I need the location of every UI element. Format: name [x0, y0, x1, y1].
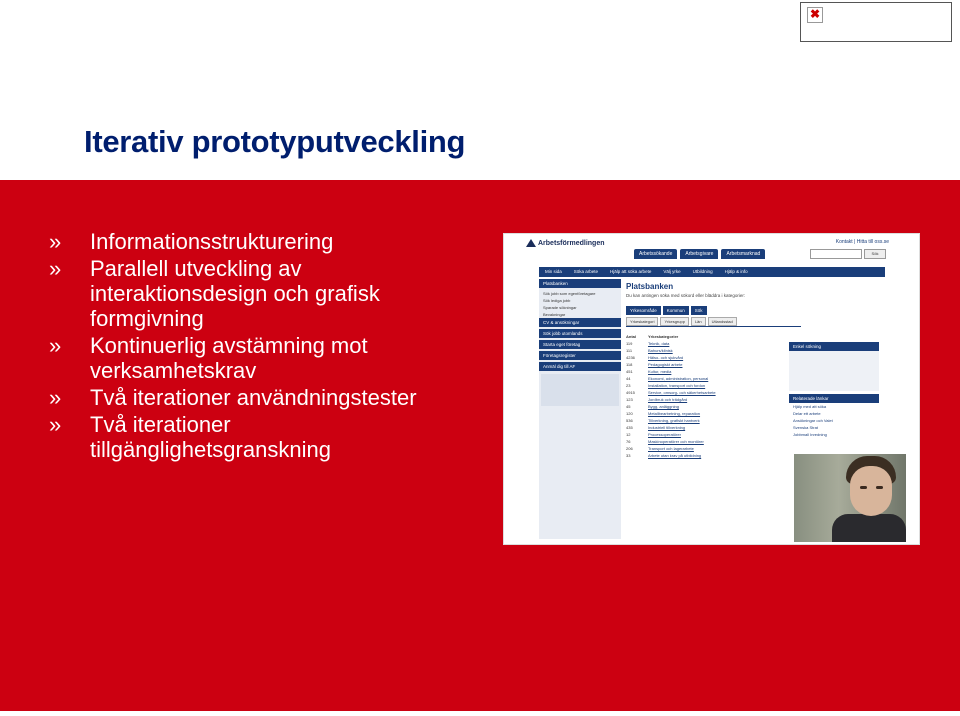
tab-arbetssokande: Arbetssökande — [634, 249, 677, 259]
main-tab: Sök — [691, 306, 707, 315]
close-icon[interactable]: ✖ — [807, 7, 823, 23]
bullet-marker: » — [49, 256, 62, 281]
main-tab: Kommun — [663, 306, 689, 315]
table-row — [626, 396, 801, 403]
count-cell: 536 — [626, 418, 633, 423]
site-right-column — [789, 342, 879, 438]
bullet-item — [49, 256, 469, 331]
sub-tab: Yrkeskategori — [626, 317, 658, 326]
category-link: Installation, transport och fordon — [648, 383, 706, 388]
main-tab: Yrkesområde — [626, 306, 661, 315]
count-cell: 120 — [626, 411, 633, 416]
nav-item: Välj yrke — [663, 269, 681, 274]
side-item: Företagsregister — [539, 351, 621, 360]
table-row — [626, 368, 801, 375]
person-eye — [860, 486, 867, 489]
category-link: Jordbruk och trädgård — [648, 397, 688, 402]
main-subtitle: Du kan antingen söka med sökord eller bläddra i kategorier: — [626, 293, 746, 298]
tab-arbetsgivare: Arbetsgivare — [680, 249, 718, 259]
count-cell: 206 — [626, 446, 633, 451]
side-item: Sök jobb utomlands — [539, 329, 621, 338]
right-box-header: Relaterade länkar — [789, 394, 879, 403]
person-body — [832, 514, 906, 542]
count-cell: 4915 — [626, 390, 635, 395]
bullet-text: Två iterationer tillgänglighetsgranskning — [90, 412, 331, 462]
side-link: Sök jobb som egenföretagare — [543, 291, 596, 296]
count-cell: 44 — [626, 376, 631, 381]
site-main — [626, 282, 801, 540]
category-link: Maskinoperatörer och montörer — [648, 439, 704, 444]
category-link: Ekonomi, administration, personal — [648, 376, 709, 381]
category-link: Teknik, data — [648, 341, 670, 346]
table-row — [626, 445, 801, 452]
site-nav — [539, 267, 885, 277]
top-links: Kontakt | Hitta till oss.se — [835, 239, 889, 245]
table-row — [626, 375, 801, 382]
bullet-item — [49, 412, 469, 462]
count-cell: 12 — [626, 432, 631, 437]
table-row — [626, 361, 801, 368]
table-row — [626, 403, 801, 410]
sub-tab: Län — [691, 317, 706, 326]
header-cell: Yrkeskategorier — [648, 334, 679, 339]
side-box — [541, 374, 619, 406]
count-cell: 111 — [626, 348, 633, 353]
category-link: Tillverkning, grafiskt hantverk — [648, 418, 700, 423]
website-screenshot — [503, 233, 920, 545]
count-cell: 119 — [626, 341, 633, 346]
site-search-input — [810, 249, 862, 259]
header-cell: Antal — [626, 334, 636, 339]
right-box-header: Enkel sökning — [789, 342, 879, 351]
bullet-item — [49, 333, 469, 383]
category-link: Hälso- och sjukvård — [648, 355, 684, 360]
related-link: Ansökningar och Valet — [793, 418, 833, 423]
bullet-item — [49, 229, 469, 254]
site-sidebar — [539, 279, 621, 539]
simple-search-box — [789, 351, 879, 391]
side-link: Bevakningar — [543, 312, 566, 317]
nav-item: Min sida — [545, 269, 562, 274]
related-link: Delar ett arbete — [793, 411, 821, 416]
related-link: Jobbmall Inredning — [793, 432, 827, 437]
tab-arbetsmarknad: Arbetsmarknad — [721, 249, 765, 259]
side-box-header: Anmäl dig till AF — [539, 362, 621, 371]
bullet-item — [49, 385, 469, 410]
sub-tabs — [626, 317, 801, 327]
close-box[interactable] — [800, 2, 952, 42]
bullet-list — [49, 229, 469, 464]
count-cell: 76 — [626, 439, 631, 444]
table-header — [626, 333, 801, 340]
table-row — [626, 424, 801, 431]
table-row — [626, 417, 801, 424]
category-link: Bygg, anläggning — [648, 404, 679, 409]
count-cell: 23 — [626, 383, 631, 388]
category-link: Metallbearbetning, reparation — [648, 411, 701, 416]
table-row — [626, 431, 801, 438]
side-item: Starta eget företag — [539, 340, 621, 349]
slide-title: Iterativ prototyputveckling — [84, 124, 466, 159]
count-cell: 118 — [626, 362, 633, 367]
count-cell: 435 — [626, 425, 633, 430]
nav-item: Söka arbete — [573, 269, 599, 274]
count-cell: 33 — [626, 453, 631, 458]
person-face — [850, 466, 892, 516]
side-link: Sök lediga jobb — [543, 298, 571, 303]
bullet-text: Informationsstrukturering — [90, 229, 334, 254]
nav-item: Utbildning — [692, 269, 713, 274]
table-row — [626, 340, 801, 347]
count-cell: 45 — [626, 404, 631, 409]
count-cell: 123 — [626, 397, 633, 402]
bullet-marker: » — [49, 385, 62, 410]
table-row — [626, 354, 801, 361]
person-eye — [876, 486, 883, 489]
audience-tabs — [634, 249, 768, 259]
category-link: Arbete utan krav på utbildning — [648, 453, 702, 458]
bullet-text: Kontinuerlig avstämning mot verksamhetskrav — [90, 333, 368, 383]
sub-tab: Yrkesgrupp — [660, 317, 688, 326]
table-row — [626, 410, 801, 417]
side-item: CV & ansökningar — [539, 318, 621, 327]
count-cell: 4236 — [626, 355, 635, 360]
bullet-marker: » — [49, 412, 62, 437]
test-participant-photo — [794, 454, 906, 542]
category-table — [626, 333, 801, 459]
sub-tab: Utlandsstad — [708, 317, 737, 326]
bullet-text: Två iterationer användningstester — [90, 385, 417, 410]
count-cell: 451 — [626, 369, 633, 374]
site-logo: Arbetsförmedlingen — [538, 240, 605, 247]
nav-item: Hjälp & info — [724, 269, 748, 274]
side-header: Platsbanken — [539, 279, 621, 288]
related-link: Svenska Strat — [793, 425, 818, 430]
main-title: Platsbanken — [626, 282, 674, 291]
table-row — [626, 452, 801, 459]
category-link: Service, omsorg- och säkerhetsarbete — [648, 390, 716, 395]
nav-item: Hjälp att söka arbete — [610, 269, 652, 274]
bullet-marker: » — [49, 333, 62, 358]
side-link: Sparade sökningar — [543, 305, 577, 310]
logo-icon — [526, 239, 536, 247]
table-row — [626, 347, 801, 354]
category-link: Processoperatörer — [648, 432, 681, 437]
bullet-marker: » — [49, 229, 62, 254]
bullet-text: Parallell utveckling av interaktionsdesign och grafisk formgivning — [90, 256, 380, 331]
main-tabs — [626, 306, 801, 315]
table-row — [626, 382, 801, 389]
related-link: Hjälp med att söka — [793, 404, 827, 409]
category-link: Industriell tillverkning — [648, 425, 686, 430]
table-row — [626, 389, 801, 396]
table-row — [626, 438, 801, 445]
category-link: Transport och lagerarbete — [648, 446, 694, 451]
category-link: Pedagogiskt arbete — [648, 362, 683, 367]
category-link: Bahurs/klinisk — [648, 348, 673, 353]
category-link: Kultur, media — [648, 369, 672, 374]
site-search-button: Sök — [864, 249, 886, 259]
